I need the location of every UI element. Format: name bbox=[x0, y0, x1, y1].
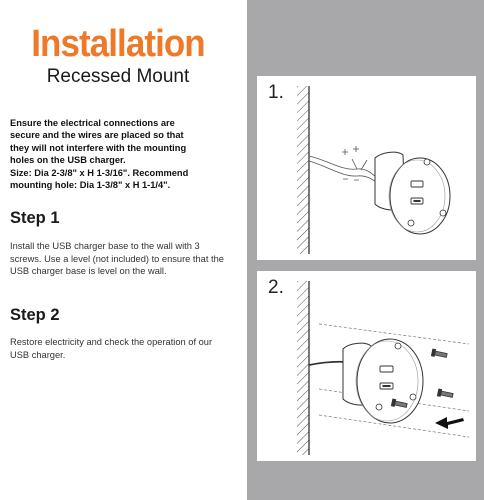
intro-notes bbox=[10, 117, 240, 191]
figure-2-number: 2. bbox=[268, 277, 284, 298]
step-1-line: Install the USB charger base to the wall with 3 bbox=[10, 241, 200, 251]
intro-line: they will not interfere with the mounting bbox=[10, 142, 187, 153]
wire-terminal-icons bbox=[342, 146, 359, 180]
step-2-line: Restore electricity and check the operation of our bbox=[10, 337, 213, 347]
step-1-line: USB charger base is level on the wall. bbox=[10, 266, 167, 277]
figure-1-number: 1. bbox=[268, 82, 284, 103]
step-1-line: screws. Use a level (not included) to ensure that the bbox=[10, 253, 224, 264]
step-2-heading: Step 2 bbox=[10, 306, 60, 324]
intro-line: Ensure the electrical connections are bbox=[10, 118, 175, 128]
intro-line: mounting hole: Dia 1-3/8" x H 1-1/4". bbox=[10, 180, 171, 191]
charger-base bbox=[343, 339, 423, 423]
figure-2-drawing bbox=[257, 271, 476, 461]
step-1-text bbox=[10, 240, 244, 278]
figure-panel-1 bbox=[257, 76, 476, 260]
step-2-line: USB charger. bbox=[10, 349, 66, 360]
step-2-text bbox=[10, 336, 244, 361]
wires bbox=[309, 156, 379, 184]
wall bbox=[297, 86, 309, 254]
figure-1-drawing bbox=[257, 76, 476, 260]
intro-line: Size: Dia 2-3/8" x H 1-3/16". Recommend bbox=[10, 167, 189, 178]
arrow-left-icon bbox=[435, 417, 464, 429]
step-1-heading: Step 1 bbox=[10, 209, 60, 227]
wire bbox=[309, 362, 347, 365]
intro-line: holes on the USB charger. bbox=[10, 155, 126, 166]
title-block bbox=[0, 24, 236, 88]
figure-panel-2 bbox=[257, 271, 476, 461]
wall bbox=[297, 281, 309, 455]
page-subtitle: Recessed Mount bbox=[46, 66, 190, 87]
intro-line: secure and the wires are placed so that bbox=[10, 130, 184, 141]
page-title: Installation bbox=[31, 23, 205, 65]
